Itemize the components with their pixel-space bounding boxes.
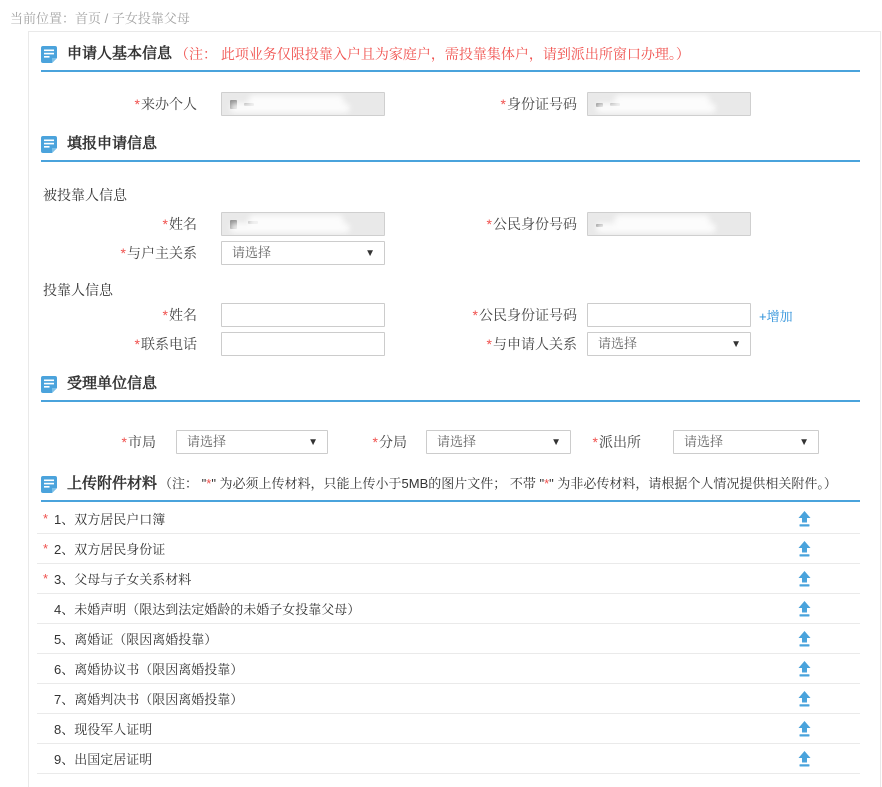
upload-icon[interactable] [797,571,812,587]
attachment-label: 2、双方居民身份证 [54,542,166,557]
target-name-input [221,212,385,236]
upload-icon[interactable] [797,511,812,527]
idcard-label: *身份证号码 [500,96,577,112]
chevron-down-icon: ▼ [365,248,375,259]
unit-row [29,430,880,454]
attachment-row [37,714,860,744]
person-label: *来办个人 [134,96,197,112]
phone-input[interactable] [221,332,385,356]
breadcrumb [10,8,190,27]
section-title: 申请人基本信息 [67,45,173,62]
target-id-input [587,212,751,236]
city-bureau-select[interactable] [176,430,328,454]
upload-icon[interactable] [797,661,812,677]
attachment-row [37,504,860,534]
attachment-label: 3、父母与子女关系材料 [54,572,192,587]
branch-bureau-label: *分局 [372,434,407,450]
householder-relation-row [29,241,880,265]
required-marker: * [43,571,49,586]
section-header-applicant-info [41,44,860,72]
chevron-down-icon: ▼ [799,437,809,448]
upload-icon[interactable] [797,721,812,737]
joiner-row [29,303,880,327]
attachment-list [37,504,860,774]
police-station-label: *派出所 [592,434,641,450]
chevron-down-icon: ▼ [731,339,741,350]
upload-icon[interactable] [797,601,812,617]
attachment-row [37,564,860,594]
required-marker: * [43,541,49,556]
attachment-label: 8、现役军人证明 [54,722,153,737]
upload-icon[interactable] [797,631,812,647]
city-bureau-label: *市局 [121,434,156,450]
applicant-relation-label: *与申请人关系 [486,336,577,352]
attachment-row [37,684,860,714]
attachment-label: 4、未婚声明（限达到法定婚龄的未婚子女投靠父母） [54,602,361,617]
attachment-row [37,534,860,564]
chevron-down-icon: ▼ [551,437,561,448]
select-value: 请选择 [684,434,724,449]
select-value: 请选择 [598,336,638,351]
breadcrumb-current: 子女投靠父母 [111,11,190,26]
upload-icon[interactable] [797,691,812,707]
target-name-label: *姓名 [162,216,197,232]
select-value: 请选择 [437,434,477,449]
section-title: 上传附件材料 [67,475,158,492]
phone-relation-row [29,332,880,356]
joiner-group-title: 投靠人信息 [43,282,113,298]
attachment-label: 1、双方居民户口簿 [54,512,166,527]
person-input [221,92,385,116]
police-station-select[interactable] [673,430,819,454]
section-title: 填报申请信息 [67,135,158,152]
joiner-name-label: *姓名 [162,307,197,323]
attachment-label: 5、离婚证（限因离婚投靠） [54,632,218,647]
document-icon [41,376,58,394]
required-marker: * [43,511,49,526]
section-header-upload-attachments [41,474,860,502]
attachment-label: 9、出国定居证明 [54,752,153,767]
joiner-name-input[interactable] [221,303,385,327]
attachment-row [37,744,860,774]
breadcrumb-separator: / [101,11,112,26]
target-id-label: *公民身份号码 [486,216,577,232]
target-person-row [29,212,880,236]
attachment-row [37,654,860,684]
applicant-basic-row [29,92,880,116]
breadcrumb-home-link[interactable]: 首页 [75,11,102,26]
branch-bureau-select[interactable] [426,430,571,454]
upload-icon[interactable] [797,751,812,767]
section-header-accepting-unit [41,374,860,402]
section-header-application-info [41,134,860,162]
form-panel [28,31,881,787]
document-icon [41,136,58,154]
target-person-group-title: 被投靠人信息 [43,187,127,203]
document-icon [41,46,58,64]
joiner-id-label: *公民身份证号码 [472,307,577,323]
householder-relation-label: *与户主关系 [120,245,197,261]
chevron-down-icon: ▼ [308,437,318,448]
select-value: 请选择 [232,245,272,260]
upload-icon[interactable] [797,541,812,557]
breadcrumb-prefix: 当前位置： [10,11,76,26]
joiner-id-input[interactable] [587,303,751,327]
householder-relation-select[interactable] [221,241,385,265]
section-title: 受理单位信息 [67,375,158,392]
attachment-row [37,624,860,654]
attachment-label: 7、离婚判决书（限因离婚投靠） [54,692,244,707]
select-value: 请选择 [187,434,227,449]
attachment-label: 6、离婚协议书（限因离婚投靠） [54,662,244,677]
document-icon [41,476,58,494]
section-note: （注： "*" 为必须上传材料，只能上传小于5MB的图片文件； 不带 "*" 为非必传材料，请根据个人情况提供相关附件。） [159,476,837,491]
phone-label: *联系电话 [134,336,197,352]
add-joiner-link[interactable]: +增加 [759,308,793,324]
applicant-relation-select[interactable] [587,332,751,356]
section-note: （注： 此项业务仅限投靠入户且为家庭户，需投靠集体户，请到派出所窗口办理。） [175,46,690,62]
idcard-input [587,92,751,116]
attachment-row [37,594,860,624]
